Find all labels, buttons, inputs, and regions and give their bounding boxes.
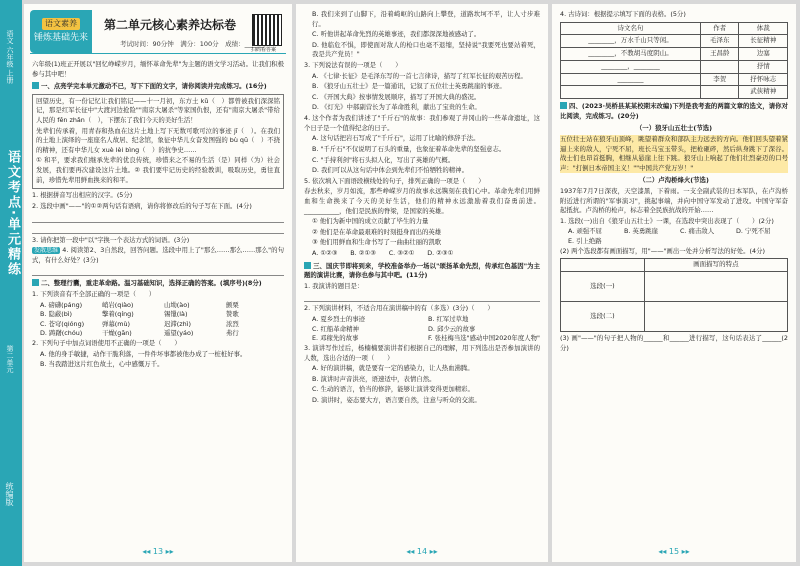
option: C. 《开国大典》按事情发展顺序，描写了开国大典的盛况。 xyxy=(312,92,481,101)
section-marker-icon xyxy=(304,262,311,269)
option-cell: F. 张桂梅当选"感动中国2020年度人物" xyxy=(428,334,540,343)
logo-bottom: 锤炼基础先来 xyxy=(33,32,88,43)
section-1-label: 一、点亮学完本单元激动不已，写下下面的文字，请你阅读并完成练习。(16分) xyxy=(41,82,267,91)
option: A. 他的身手敏捷，动作干脆利落，一件件坏事都被他办成了一桩桩好事。 xyxy=(40,349,247,358)
table-cell: 毛泽东 xyxy=(701,35,739,48)
option-cell: D. 宁死不屈 xyxy=(736,227,771,236)
qr-label: 扫码看答案 xyxy=(251,46,277,53)
option-cell: A. 顽强不屈 xyxy=(568,227,602,236)
option: D. 《灯光》中郝副营长为了革命胜利，献出了宝贵的生命。 xyxy=(312,103,481,112)
book-spine xyxy=(0,0,22,566)
table-header: 画面描写的特点 xyxy=(644,259,787,272)
passage-b: 1937年7月7日深夜，天空漆黑，下着雨。一支全副武装的日本军队，在卢沟桥附近进行所谓的"军事演习"，挑起事端，并向中国守军发动了进攻。中国守军奋起抵抗。卢沟桥的枪声，标志着全民族抗战的开始…… xyxy=(560,186,788,215)
page-13 xyxy=(24,4,292,562)
table-cell: 王昌龄 xyxy=(701,48,739,61)
spine-edition: 统编版 xyxy=(5,482,14,506)
option-cell: 擎着(qíng) xyxy=(102,310,134,319)
section-marker-icon xyxy=(560,102,567,109)
option-cell: E. 引上绝路 xyxy=(568,237,602,246)
table-cell[interactable] xyxy=(701,60,739,73)
page-number-value: 14 xyxy=(416,547,428,556)
table-cell: 边塞 xyxy=(739,48,788,61)
answer-line[interactable] xyxy=(32,214,284,223)
question-1: 1. 选段(一)出自《狼牙山五壮士》一课，在选段中突出表现了（ ）(2分) xyxy=(560,216,774,225)
page-number: ◂◂ 14 ▸▸ xyxy=(406,547,438,556)
option-cell: C. 苍穹(qióng) xyxy=(40,319,85,328)
option-cell: B. 英勇跳崖 xyxy=(624,227,659,236)
table-header-row xyxy=(561,22,788,35)
passage-a-title: （一）狼牙山五壮士(节选) xyxy=(635,124,713,133)
option-cell: 干燥(gān) xyxy=(102,329,132,338)
option: ② 他们是在革命最艰难的时刻挺身而出的英雄 xyxy=(312,227,442,236)
option: ① 他们为新中国的成立贡献了毕生的力量 xyxy=(312,217,429,226)
table-header: 作者 xyxy=(701,22,739,35)
option: C. "手持利剑"将石头拟人化，写出了英雄的气概。 xyxy=(312,155,455,164)
option: C. 生动的语言，恰当的修辞，能够让演讲变得更加精彩。 xyxy=(312,385,474,394)
page-number: ◂◂ 15 ▸▸ xyxy=(658,547,690,556)
option: B. "千斤石"不仅说明了石头的重量，也象征着革命先辈的坚强意志。 xyxy=(312,144,506,153)
section-3-heading xyxy=(304,262,540,281)
spine-subtitle: 语文 六年级 上册 xyxy=(6,30,14,84)
question-1: 1. 根据拼音写出相应的汉字。(5分) xyxy=(32,191,133,200)
option-cell: 颤栗 xyxy=(226,300,239,309)
section-4-label: 四、(2023·吴桥县某某校期末改编)下列是我考查的两篇文章的选文，请你对比阅读，完成练习。(20分) xyxy=(560,102,788,120)
page-number-value: 13 xyxy=(152,547,164,556)
option-cell: E. 邓稼先的故事 xyxy=(312,334,359,343)
question-6: 2. 下列句子中加点词语使用不正确的一项是（ ） xyxy=(32,339,181,348)
section-marker-icon xyxy=(32,279,39,286)
question-2: (2) 两个选段都有画面描写，用"——"画出一处并分析写法的好处。(4分) xyxy=(560,246,765,255)
option-cell: A. 夏乡烈士的事迹 xyxy=(312,315,366,324)
question-5-passage: 春去秋来，岁月如流，那些峥嵘岁月的故事永远镌刻在我们心中。革命先辈们用鲜血和生命换来了今天的美好生活，他们的精神永远激励着我们奋勇前进。___________，他们是民族的脊梁，是国家的英雄。 xyxy=(304,187,540,215)
passage-1: 回望历史，有一份记忆让我们铭记——十一月初，东方土 kǔ（ ）都曾被我们深深铭记，那是红军长征中"大渡河边抢险""南京大屠杀"等家国仇恨，还有"南京大屠杀"带给人民的 fěn zhǎn（ ），下摆东了我们今天的美好生活！ xyxy=(36,96,280,125)
table-header: 体裁 xyxy=(739,22,788,35)
passage-box xyxy=(32,94,284,189)
question-4-text: 4. 阅读第2、3自然段，回答问题。选段中用上了"那么……那么……那么"的句式，有什么好处？(3分) xyxy=(32,246,284,264)
table-header: 诗文名句 xyxy=(561,22,701,35)
question-3: 3. 下列说法有误的一项是（ ） xyxy=(304,61,402,70)
option: D. 他临危不惧，即使面对敌人的枪口也毫不退缩，坚持说"我要死也要站着死，我是共产党员！" xyxy=(312,40,540,59)
passage-2: 先辈们传承着，用青春和热血在这片土地上写下无数可歌可泣的事迹 jī（ ）。在我们的土地上演绎的一座座名人故居、纪念馆，象征中华儿女奋发图强的 bù qū（ ）不挠的精神，还有中华儿女 xuè lèi bìng（ ）的抗争史…… xyxy=(36,126,280,154)
section-1-heading xyxy=(32,82,284,92)
option-cell: 弹幕(mù) xyxy=(102,319,131,328)
table-row xyxy=(561,86,788,99)
question-5: 1. 下列读音有不全部正确的一项是（ ） xyxy=(32,289,156,298)
answer-cell[interactable] xyxy=(644,272,787,302)
table-row xyxy=(561,302,788,332)
option-cell: 迟滞(zhì) xyxy=(164,319,191,328)
page-14 xyxy=(296,4,548,562)
option: ③ 他们用鲜血和生命书写了一曲曲壮丽的凯歌 xyxy=(312,238,442,247)
option: A. 好的演讲稿，就是要有一定的感染力，让人热血沸腾。 xyxy=(312,364,474,373)
question-4: 4. 古诗词：根据提示填写下面的表格。(5分) xyxy=(560,10,686,18)
table-row xyxy=(561,48,788,61)
exam-title: 第二单元核心素养达标卷 xyxy=(103,18,236,32)
option-cell: 赞歌 xyxy=(226,310,239,319)
section-2-label: 二、整理行囊，重走革命路。温习基础知识，选择正确的答案。(填序号)(8分) xyxy=(41,279,262,288)
table-cell: 选段(二) xyxy=(561,302,645,332)
section-4-heading xyxy=(560,102,788,121)
option-cell: D. 邱少云的故事 xyxy=(428,324,476,333)
passage-3: ① 和平，要求我们继承先辈的优良传统，珍惜来之不易的生活（是）同样（为）社会发展，我们要再次建设这片土地。② 我们要牢记历史的经验教训，吸取历史，勇往直前，珍惜先辈用鲜血换来的和平。 xyxy=(36,156,280,184)
question-4 xyxy=(32,246,284,265)
option-cell: B. 红军过草地 xyxy=(428,315,469,324)
table-cell[interactable]: ________，不教胡马度阴山。 xyxy=(561,48,701,61)
table-cell: 武侠精神 xyxy=(739,86,788,99)
option-cell: 遥望(yáo) xyxy=(164,329,194,338)
option-cell: 峭岩(qiào) xyxy=(102,300,134,309)
passage-a: 五位壮士站在狼牙山顶峰，眺望着群众和部队主力远去的方向。他们回头望着紧逼上来的敌人，宁死不屈，班长马宝玉带头，把枪砸碎，然后纵身跳下了深谷。战士们也昂首挺胸，相继从悬崖上往下跳。狼牙山上响起了他们壮烈豪迈的口号声："打倒日本帝国主义！""中国共产党万岁！" xyxy=(560,134,788,172)
option: B. 《狼牙山五壮士》是一篇通讯，记叙了五位壮士英勇跳崖的事迹。 xyxy=(312,82,506,91)
exam-meta: 考试时间：90分钟 满分：100分 成绩：______ xyxy=(120,40,265,48)
option: C. 听他讲起革命先烈的英雄事迹，我们都深深地被感动了。 xyxy=(312,30,481,39)
option: B. 我们来到了山脚下，沿着崎岖的山路向上攀登，道路坎坷不平，让人寸步难行。 xyxy=(312,10,540,28)
intro-text: 六年级(1)班正开展以"回忆峥嵘岁月，缅怀革命先辈"为主题的语文学习活动。让我们积极参与其中吧！ xyxy=(32,60,284,78)
table-cell[interactable]: ________，万水千山只等闲。 xyxy=(561,35,701,48)
page-number-value: 15 xyxy=(668,547,680,556)
question-5: 5. 依次填入下面语段横线处的句子，排列正确的一项是（ ） xyxy=(304,176,485,185)
answer-line[interactable] xyxy=(32,267,284,276)
table-cell[interactable]: ________ xyxy=(561,73,701,86)
analysis-table xyxy=(560,258,788,332)
option-cell: 浓烈 xyxy=(226,319,239,328)
table-cell[interactable]: ________，________ xyxy=(561,60,701,73)
option: A. ①②③ B. ②①③ C. ③②① D. ②③① xyxy=(312,249,454,258)
question-3: (3) 画"——"的句子把人物的______和______进行描写，这句话表达了______(2分) xyxy=(560,334,788,352)
thinking-badge: 发散思维 xyxy=(34,247,59,255)
question-5-options xyxy=(40,301,284,339)
option-cell: 锡镴(là) xyxy=(164,310,188,319)
question-6: 1. 我演讲的题目是： xyxy=(304,281,364,290)
question-2: 2. 选段中画"——"的①②两句话有语病，请你将修改后的句子写在下面。(4分) xyxy=(32,201,252,210)
question-7: 2. 下列演讲材料，不适合用在演讲稿中的有（多选）(3分)（ ） xyxy=(304,304,494,313)
option-cell: 弗行 xyxy=(226,329,239,338)
answer-line[interactable] xyxy=(32,225,284,234)
option-cell: 山坳(ào) xyxy=(164,300,190,309)
table-row xyxy=(561,272,788,302)
spine-title: 语文考点·单元精练 xyxy=(5,150,20,277)
table-cell[interactable] xyxy=(561,86,701,99)
option: D. 演讲时，姿态要大方，语言要自然，注意与听众的交流。 xyxy=(312,395,481,404)
option: A. 《七律·长征》是毛泽东写的一首七言律诗，描写了红军长征的艰苦历程。 xyxy=(312,71,527,80)
question-8: 3. 演讲写作过后，杨楠楠要演讲者们根据自己的理解，用下列选出是否参加演讲的人数，选出合适的一项（ ） xyxy=(304,343,540,362)
answer-line[interactable] xyxy=(304,293,540,302)
page-15 xyxy=(552,4,796,562)
table-header xyxy=(561,259,645,272)
option: D. 我们可以从这句话中体会到先辈们不怕牺牲的精神。 xyxy=(312,166,468,175)
question-7-options xyxy=(312,315,540,344)
table-row xyxy=(561,73,788,86)
option-cell: A. 磅礴(páng) xyxy=(40,300,83,309)
logo-top: 语文素养 xyxy=(42,18,80,30)
table-row xyxy=(561,60,788,73)
section-logo xyxy=(30,10,92,53)
poetry-table xyxy=(560,22,788,100)
table-cell: 长征精神 xyxy=(739,35,788,48)
table-cell: 抒怀咏志 xyxy=(739,73,788,86)
question-4: 4. 这个作者为我们讲述了"千斤石"的故事：我们参观了井冈山的一些革命遗址，这个日子是一个值得纪念的日子。 xyxy=(304,114,540,132)
table-cell: 李贺 xyxy=(701,73,739,86)
page-number: ◂◂ 13 ▸▸ xyxy=(142,547,174,556)
question-1-options xyxy=(568,227,788,246)
section-marker-icon xyxy=(32,82,39,89)
section-2-heading xyxy=(32,279,284,289)
option: A. 这句话把岩石写成了"千斤石"，运用了比喻的修辞手法。 xyxy=(312,134,480,143)
table-cell[interactable] xyxy=(701,86,739,99)
table-header-row xyxy=(561,259,788,272)
table-row xyxy=(561,35,788,48)
option-cell: C. 痛击敌人 xyxy=(680,227,715,236)
option-cell: C. 红船革命精神 xyxy=(312,324,359,333)
passage-b-title: （二）卢沟桥烽火(节选) xyxy=(639,176,709,185)
answer-cell[interactable] xyxy=(644,302,787,332)
table-cell: 选段(一) xyxy=(561,272,645,302)
spine-unit: 第二单元 xyxy=(6,345,14,373)
section-3-label: 三、国庆节即将到来，学校准备举办一场以"颂扬革命先烈，传承红色基因"为主题的演讲比赛，请你也参与其中吧。(11分) xyxy=(304,261,540,280)
option-cell: B. 隐蔽(bì) xyxy=(40,310,73,319)
option: B. 当我踏进这片红色故土，心中感慨万千。 xyxy=(40,360,164,369)
table-cell: 抒情 xyxy=(739,60,788,73)
question-3: 3. 请你把第一段中"以"字换一个表达方式的词语。(3分) xyxy=(32,235,190,244)
option: B. 演讲时声音洪亮，语速适中，表情自然。 xyxy=(312,374,436,383)
option-cell: D. 踌躇(chóu) xyxy=(40,329,83,338)
